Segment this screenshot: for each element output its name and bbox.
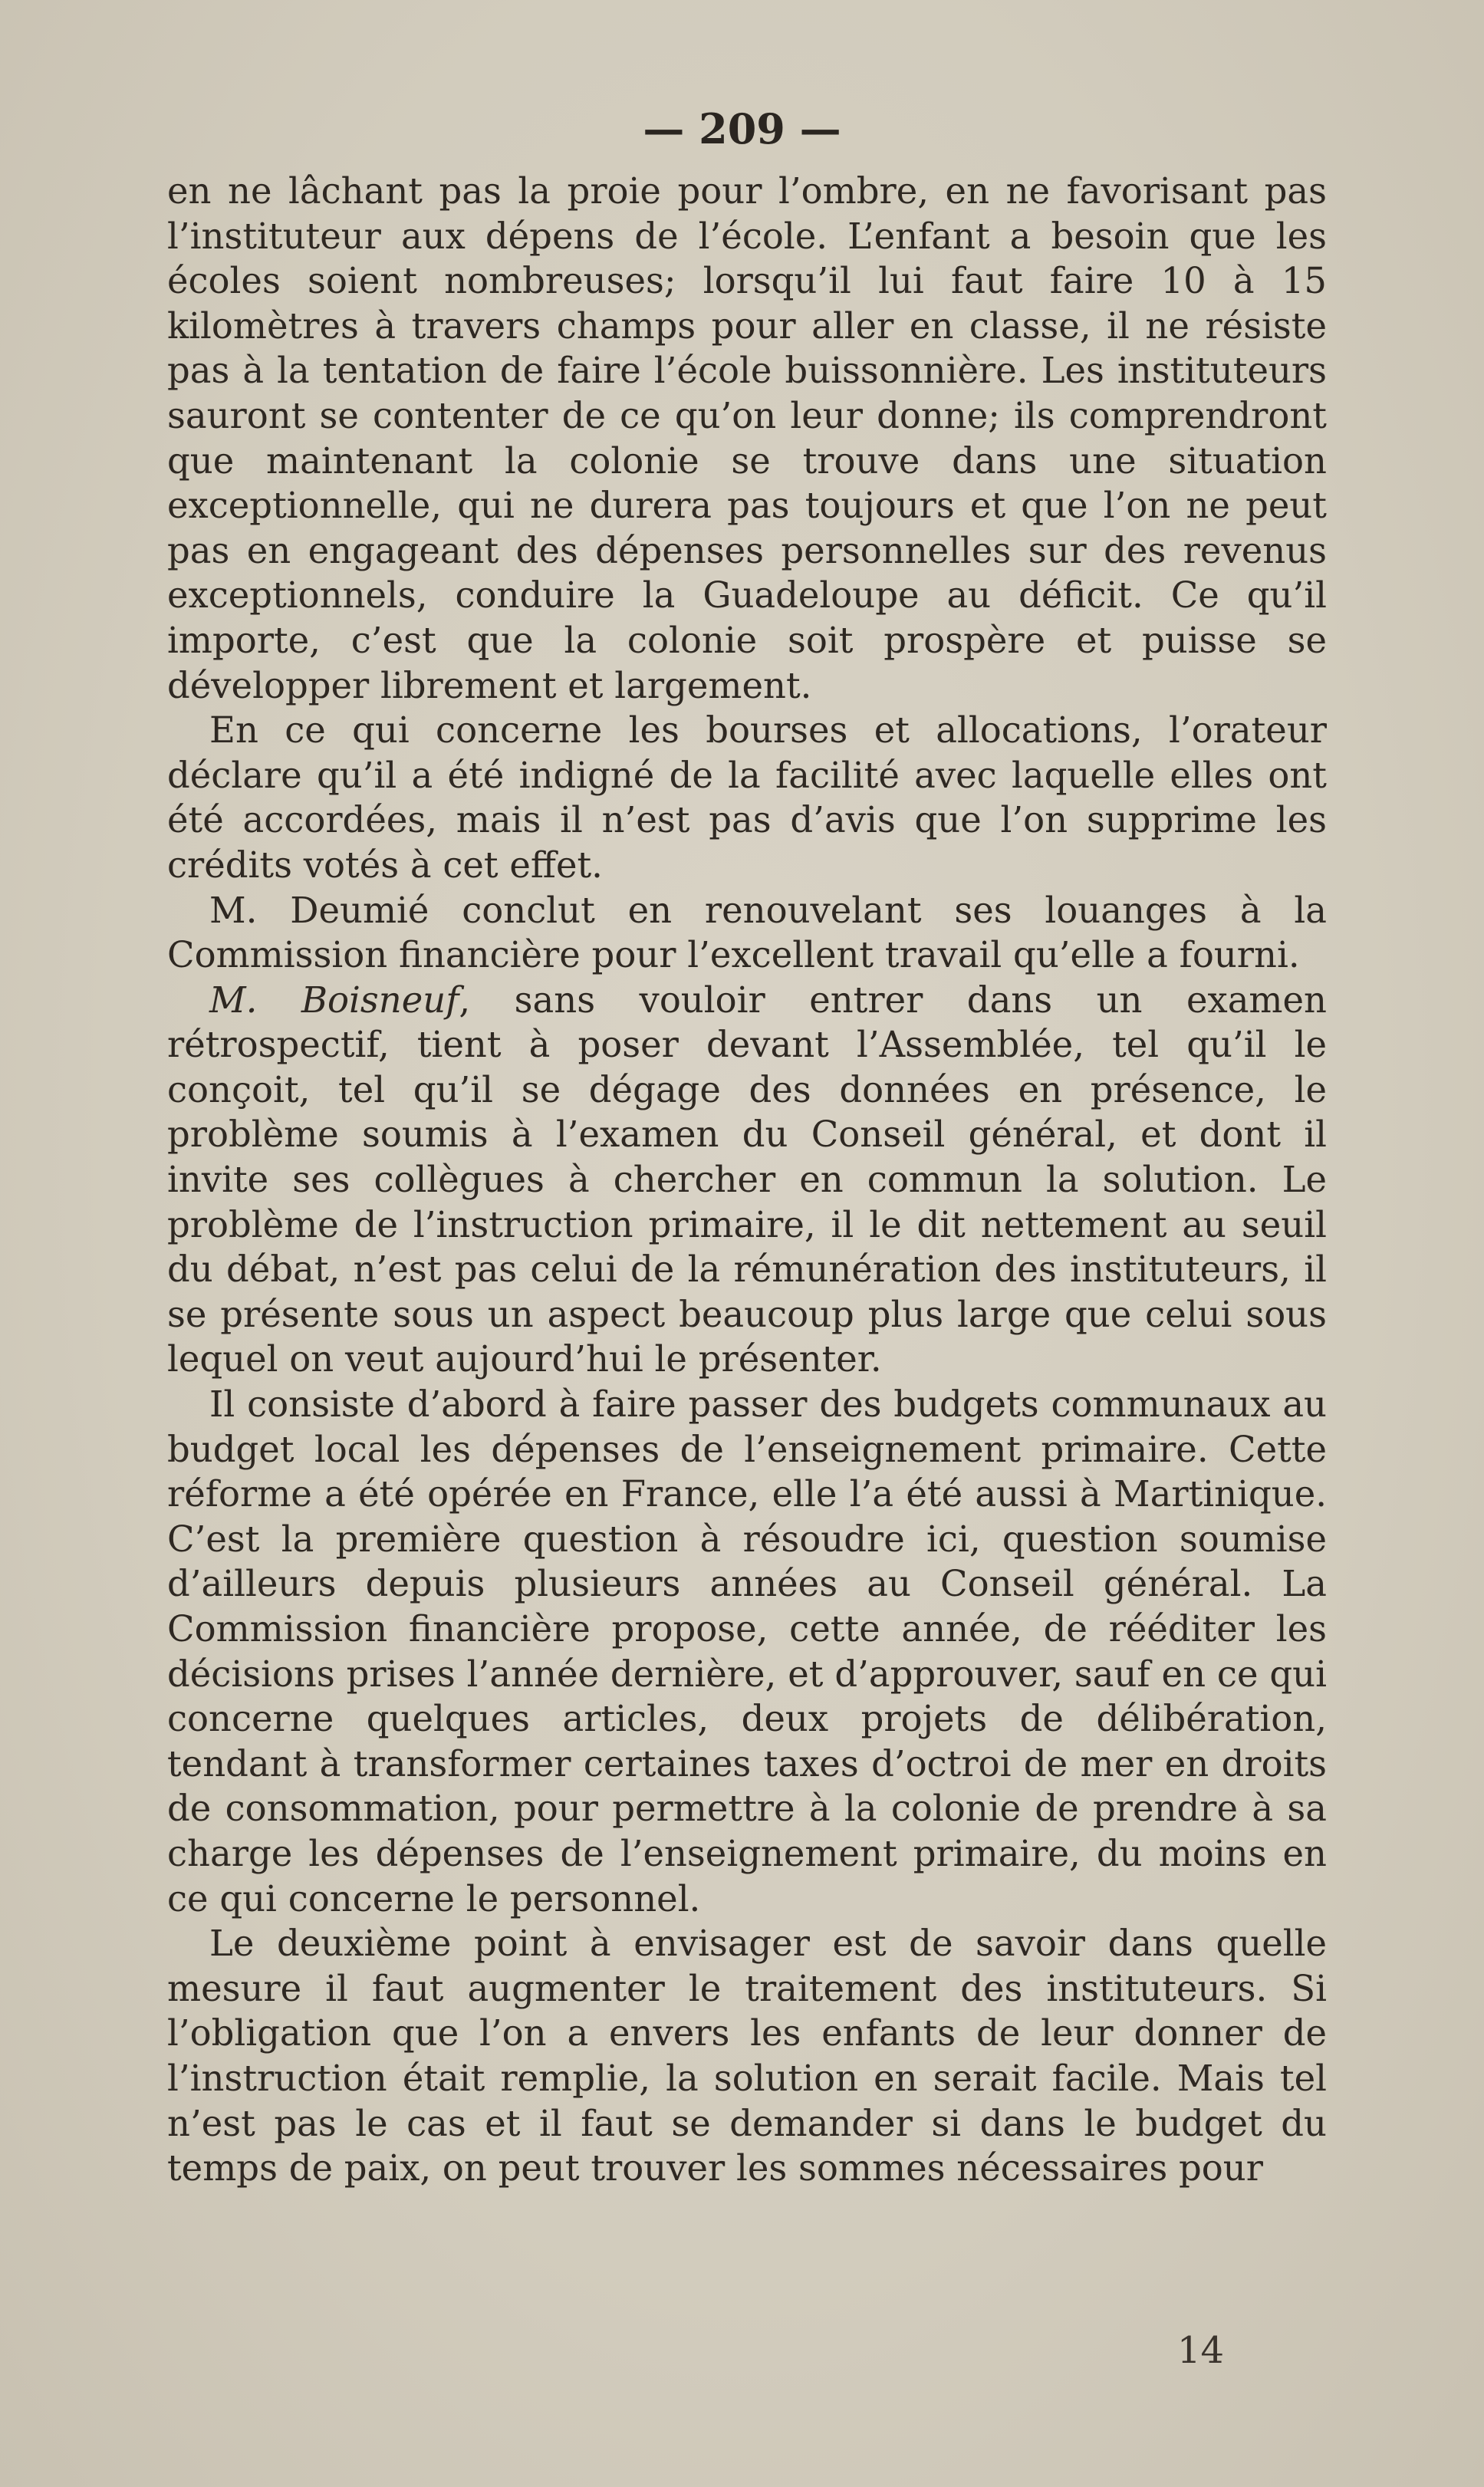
paragraph-6: Le deuxième point à envisager est de savoir dans quelle mesure il faut augmenter le traitement des instituteurs. Si l’obligation que l’on a envers les enfants de leur donner de l’instruction était remplie, la solution en serait facile. Mais tel n’est pas le cas et il faut se demander si dans le budget du temps de paix, on peut trouver les sommes nécessaires pour <box>167 1923 1327 2189</box>
paragraph-5: Il consiste d’abord à faire passer des budgets communaux au budget local les dépenses de l’enseignement primaire. Cette réforme a été opérée en France, elle l’a été aussi à Martinique. C’est la première question à résoudre ici, question soumise d’ailleurs depuis plusieurs années au Conseil général. La Commission financière propose, cette année, de rééditer les décisions prises l’année dernière, et d’approuver, sauf en ce qui concerne quelques articles, deux projets de délibération, tendant à transformer certaines taxes d’octroi de mer en droits de consommation, pour permettre à la colonie de prendre à sa charge les dépenses de l’enseignement primaire, du moins en ce qui concerne le personnel. <box>167 1383 1327 1920</box>
signature-mark: 14 <box>1177 2329 1225 2372</box>
speaker-name: M. Boisneuf <box>209 979 459 1021</box>
paragraph-2: En ce qui concerne les bourses et allocations, l’orateur déclare qu’il a été indigné de la facilité avec laquelle elles ont été accordées, mais il n’est pas d’avis que l’on supprime les crédits votés à cet effet. <box>167 709 1327 886</box>
body-text <box>167 169 1327 2191</box>
paragraph-3: M. Deumié conclut en renouvelant ses louanges à la Commission financière pour l’excellent travail qu’elle a fourni. <box>167 889 1327 976</box>
paragraph-1: en ne lâchant pas la proie pour l’ombre, en ne favorisant pas l’instituteur aux dépens de l’école. L’enfant a besoin que les écoles soient nombreuses; lorsqu’il lui faut faire 10 à 15 kilomètres à travers champs pour aller en classe, il ne résiste pas à la tentation de faire l’école buissonnière. Les instituteurs sauront se contenter de ce qu’on leur donne; ils comprendront que maintenant la colonie se trouve dans une situation exceptionnelle, qui ne durera pas toujours et que l’on ne peut pas en engageant des dépenses personnelles sur des revenus exceptionnels, conduire la Guadeloupe au déficit. Ce qu’il importe, c’est que la colonie soit prospère et puisse se développer librement et largement. <box>167 170 1327 706</box>
paragraph-4 <box>167 978 1327 1382</box>
paragraph-4-text: , sans vouloir entrer dans un examen rétrospectif, tient à poser devant l’Assemblée, tel qu’il le conçoit, tel qu’il se dégage des données en présence, le problème soumis à l’examen du Conseil général, et dont il invite ses collègues à chercher en commun la solution. Le problème de l’instruction primaire, il le dit nettement au seuil du débat, n’est pas celui de la rémunération des instituteurs, il se présente sous un aspect beaucoup plus large que celui sous lequel on veut aujourd’hui le présenter. <box>167 979 1327 1380</box>
page-number: — 209 — <box>643 104 841 153</box>
